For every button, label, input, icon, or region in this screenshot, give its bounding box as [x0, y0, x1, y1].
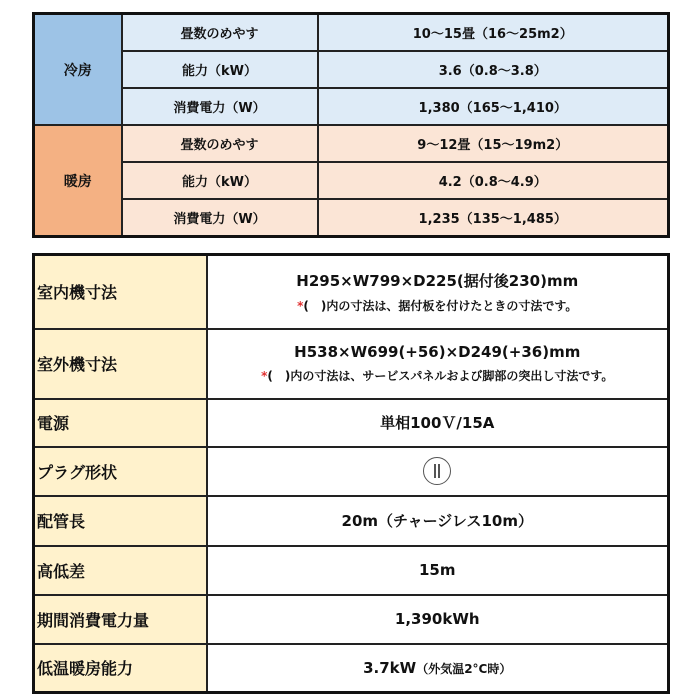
low-temp-condition: （外気温2°C時）: [416, 661, 512, 676]
row-label: 能力（kW）: [122, 162, 318, 199]
row-label: 消費電力（W）: [122, 88, 318, 125]
table-row: [34, 51, 669, 88]
spec-table: [32, 253, 670, 694]
height-diff-label: 高低差: [34, 546, 207, 595]
outdoor-size-label: 室外機寸法: [34, 329, 207, 399]
low-temp-heating-value: [207, 644, 669, 693]
row-label: 畳数のめやす: [122, 14, 318, 52]
annual-power-value: 1,390kWh: [207, 595, 669, 644]
row-value: 4.2（0.8～4.9）: [318, 162, 669, 199]
outdoor-size-note: [208, 367, 668, 384]
row-value: 10～15畳（16～25m2）: [318, 14, 669, 52]
note-asterisk: *: [261, 369, 268, 383]
table-row: [34, 329, 669, 399]
table-row: [34, 399, 669, 447]
plug-value: [207, 447, 669, 496]
height-diff-value: 15m: [207, 546, 669, 595]
indoor-size-note: [208, 297, 668, 314]
table-row: [34, 644, 669, 693]
table-row: [34, 125, 669, 162]
note-text: ( )内の寸法は、サービスパネルおよび脚部の突出し寸法です。: [267, 369, 614, 383]
table-row: [34, 496, 669, 546]
performance-table: [32, 12, 670, 238]
row-value: 1,235（135～1,485）: [318, 199, 669, 237]
note-asterisk: *: [297, 298, 304, 313]
row-label: 消費電力（W）: [122, 199, 318, 237]
note-text: ( )内の寸法は、据付板を付けたときの寸法です。: [303, 298, 578, 313]
row-value: 9～12畳（15～19m2）: [318, 125, 669, 162]
outdoor-size-value: [207, 329, 669, 399]
table-row: [34, 546, 669, 595]
table-row: [34, 88, 669, 125]
table-row: [34, 14, 669, 52]
pipe-label: 配管長: [34, 496, 207, 546]
annual-power-label: 期間消費電力量: [34, 595, 207, 644]
power-label: 電源: [34, 399, 207, 447]
power-value: 単相100Ｖ/15A: [207, 399, 669, 447]
cooling-header: 冷房: [34, 14, 122, 126]
row-value: 3.6（0.8～3.8）: [318, 51, 669, 88]
low-temp-heating-label: 低温暖房能力: [34, 644, 207, 693]
table-row: [34, 595, 669, 644]
plug-outlet-icon: [423, 457, 451, 485]
indoor-size-label: 室内機寸法: [34, 255, 207, 329]
plug-label: プラグ形状: [34, 447, 207, 496]
row-label: 能力（kW）: [122, 51, 318, 88]
table-row: [34, 199, 669, 237]
row-label: 畳数のめやす: [122, 125, 318, 162]
pipe-value: 20m（チャージレス10m）: [207, 496, 669, 546]
indoor-size-value: [207, 255, 669, 329]
heating-header: 暖房: [34, 125, 122, 237]
outdoor-size-text: H538×W699(+56)×D249(+36)mm: [294, 343, 581, 361]
row-value: 1,380（165～1,410）: [318, 88, 669, 125]
table-row: [34, 255, 669, 329]
table-row: [34, 162, 669, 199]
indoor-size-text: H295×W799×D225(据付後230)mm: [296, 271, 579, 290]
table-row: [34, 447, 669, 496]
low-temp-value: 3.7kW: [363, 658, 417, 677]
